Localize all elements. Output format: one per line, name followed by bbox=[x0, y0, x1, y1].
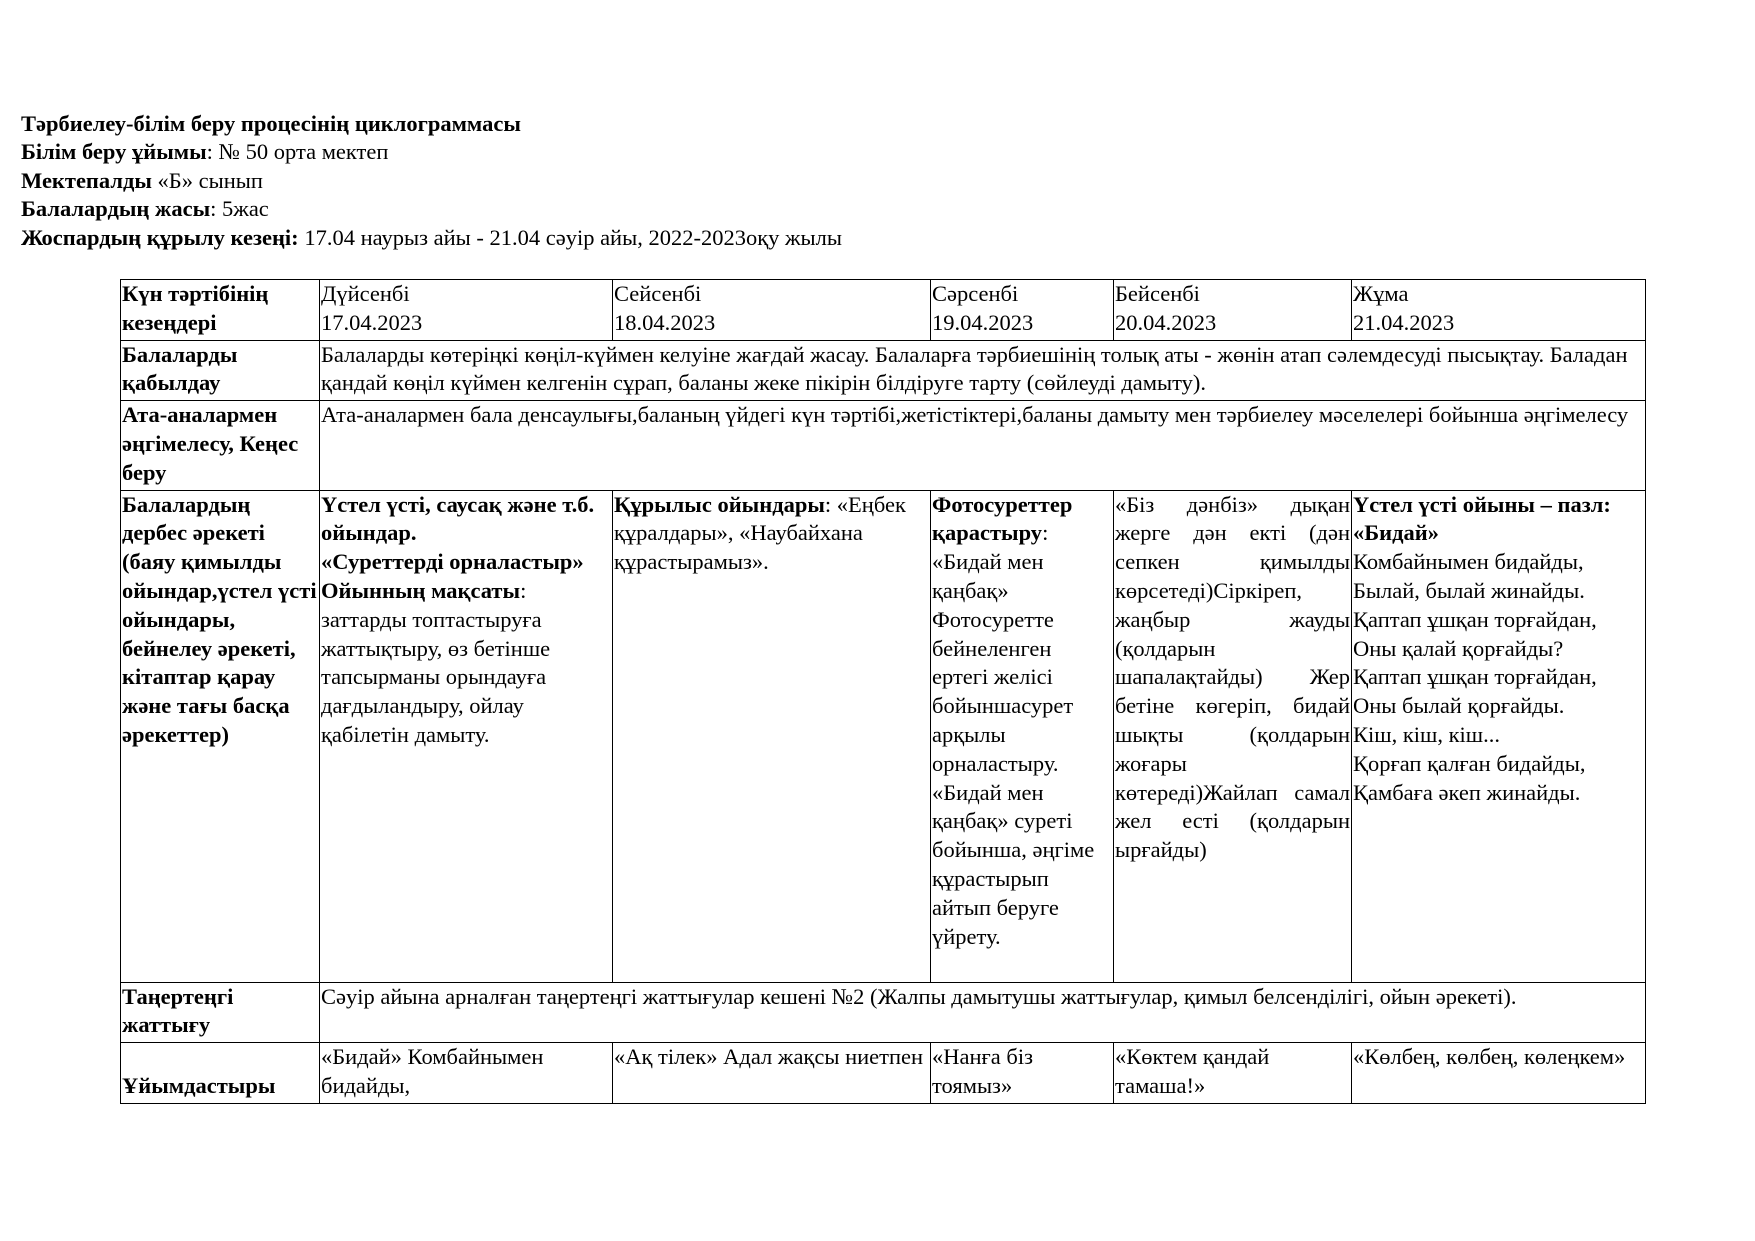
poem-line: Кіш, кіш, кіш... bbox=[1353, 721, 1500, 747]
activity-friday bbox=[1352, 490, 1646, 982]
exercise-text: Сәуір айына арналған таңертеңгі жаттығулар кешені №2 (Жалпы дамытушы жаттығулар, қимыл белсенділігі, ойын әрекеті). bbox=[320, 982, 1646, 1043]
class-value: «Б» сынып bbox=[151, 167, 263, 193]
document-title: Тәрбиелеу-білім беру процесінің циклограммасы bbox=[21, 111, 521, 136]
activity-tuesday bbox=[613, 490, 931, 982]
organized-monday: «Бидай» Комбайнымен бидайды, bbox=[320, 1043, 613, 1104]
age-value: : 5жас bbox=[210, 196, 269, 222]
activity-wednesday-text: : «Бидай мен қаңбақ» Фотосуретте бейнеленген ертегі желісі бойыншасурет арқылы орналастыру. «Бидай мен қаңбақ» суреті бойынша, әңгіме құрастырып айтып беруге үйрету. bbox=[932, 520, 1095, 949]
activity-tuesday-text: : «Еңбек құралдары», «Наубайхана құрастырамыз». bbox=[614, 491, 906, 575]
organized-row bbox=[121, 1043, 1646, 1104]
period-line bbox=[21, 224, 842, 252]
exercise-row bbox=[121, 982, 1646, 1043]
reception-row bbox=[121, 340, 1646, 401]
document-header bbox=[21, 110, 842, 252]
cyclogram-table bbox=[120, 279, 1646, 1104]
day-header-monday: Дүйсенбі 17.04.2023 bbox=[320, 280, 613, 341]
poem-line: Оны былай қорғайды. bbox=[1353, 693, 1565, 719]
exercise-label: Таңертеңгі жаттығу bbox=[121, 982, 320, 1043]
activity-monday-goal-text: : заттарды топтастыруға жаттықтыру, өз бетінше тапсырманы орындауға дағдыландыру, ойлау қабілетін дамыту. bbox=[321, 577, 551, 747]
organization-line bbox=[21, 138, 842, 166]
activity-thursday-text: «Біз дәнбіз» дықан жерге дән екті (дән сепкен қимылды көрсетеді)Сіркіреп, жаңбыр жауды (қолдарын шапалақтайды) Жер бетіне көгеріп, бидай шықты (қолдарын жоғары көтереді)Жайлап самал жел есті (қолдарын ырғайды) bbox=[1115, 491, 1350, 863]
activity-thursday bbox=[1114, 490, 1352, 982]
organized-friday: «Көлбең, көлбең, көлеңкем» bbox=[1352, 1043, 1646, 1104]
age-label: Балалардың жасы bbox=[21, 196, 211, 222]
activity-monday-game: «Суреттерді орналастыр» bbox=[321, 549, 584, 575]
class-label: Мектепалды bbox=[21, 167, 152, 193]
day-header-wednesday: Сәрсенбі 19.04.2023 bbox=[931, 280, 1114, 341]
activity-monday-goal-label: Ойынның мақсаты bbox=[321, 577, 521, 603]
activity-monday bbox=[320, 490, 613, 982]
activity-tuesday-title: Құрылыс ойындары bbox=[614, 491, 825, 517]
poem-line: Оны қалай қорғайды? bbox=[1353, 635, 1564, 661]
day-header-friday: Жұма 21.04.2023 bbox=[1352, 280, 1646, 341]
table-header-row bbox=[121, 280, 1646, 341]
period-value: 17.04 наурыз айы - 21.04 сәуір айы, 2022-2023оқу жылы bbox=[298, 224, 843, 250]
activity-wednesday-title: Фотосуреттер қарастыру bbox=[932, 491, 1073, 546]
activity-wednesday bbox=[931, 490, 1114, 982]
reception-label: Балаларды қабылдау bbox=[121, 340, 320, 401]
organized-thursday: «Көктем қандай тамаша!» bbox=[1114, 1043, 1352, 1104]
activity-friday-title: Үстел үсті ойыны – пазл: «Бидай» bbox=[1353, 491, 1611, 546]
parents-row bbox=[121, 401, 1646, 490]
organized-label: Ұйымдастыры bbox=[121, 1043, 320, 1104]
organized-tuesday: «Ақ тілек» Адал жақсы ниетпен bbox=[613, 1043, 931, 1104]
organized-wednesday: «Нанға біз тоямыз» bbox=[931, 1043, 1114, 1104]
poem-line: Комбайнымен бидайды, bbox=[1353, 549, 1584, 575]
class-line bbox=[21, 167, 842, 195]
poem-line: Былай, былай жинайды. bbox=[1353, 577, 1585, 603]
period-label: Жоспардың құрылу кезеңі: bbox=[21, 224, 299, 250]
parents-label: Ата-аналармен әңгімелесу, Кеңес беру bbox=[121, 401, 320, 490]
poem-line: Қаптап ұшқан торғайдан, bbox=[1353, 606, 1597, 632]
reception-text: Балаларды көтеріңкі көңіл-күймен келуіне жағдай жасау. Балаларға тәрбиешінің толық аты - жөнін атап сәлемдесуді пысықтау. Баладан қандай көңіл күймен келгенін сұрап, баланы жеке пікірін білдіруге тарту (сөйлеуді дамыту). bbox=[320, 340, 1646, 401]
organization-value: : № 50 орта мектеп bbox=[206, 139, 389, 165]
activity-row bbox=[121, 490, 1646, 982]
activity-label: Балалардың дербес әрекеті (баяу қимылды ойындар,үстел үсті ойындары, бейнелеу әрекеті, кітаптар қарау және тағы басқа әрекеттер) bbox=[121, 490, 320, 982]
poem-line: Қаптап ұшқан торғайдан, bbox=[1353, 664, 1597, 690]
age-line bbox=[21, 195, 842, 223]
poem-line: Қамбаға әкеп жинайды. bbox=[1353, 779, 1581, 805]
schedule-stages-header: Күн тәртібінің кезеңдері bbox=[121, 280, 320, 341]
day-header-tuesday: Сейсенбі 18.04.2023 bbox=[613, 280, 931, 341]
organization-label: Білім беру ұйымы bbox=[21, 139, 207, 165]
day-header-thursday: Бейсенбі 20.04.2023 bbox=[1114, 280, 1352, 341]
poem-line: Қорғап қалған бидайды, bbox=[1353, 750, 1586, 776]
activity-monday-title: Үстел үсті, саусақ және т.б. ойындар. bbox=[321, 491, 595, 546]
parents-text: Ата-аналармен бала денсаулығы,баланың үйдегі күн тәртібі,жетістіктері,баланы дамыту мен тәрбиелеу мәселелері бойынша әңгімелесу bbox=[320, 401, 1646, 490]
